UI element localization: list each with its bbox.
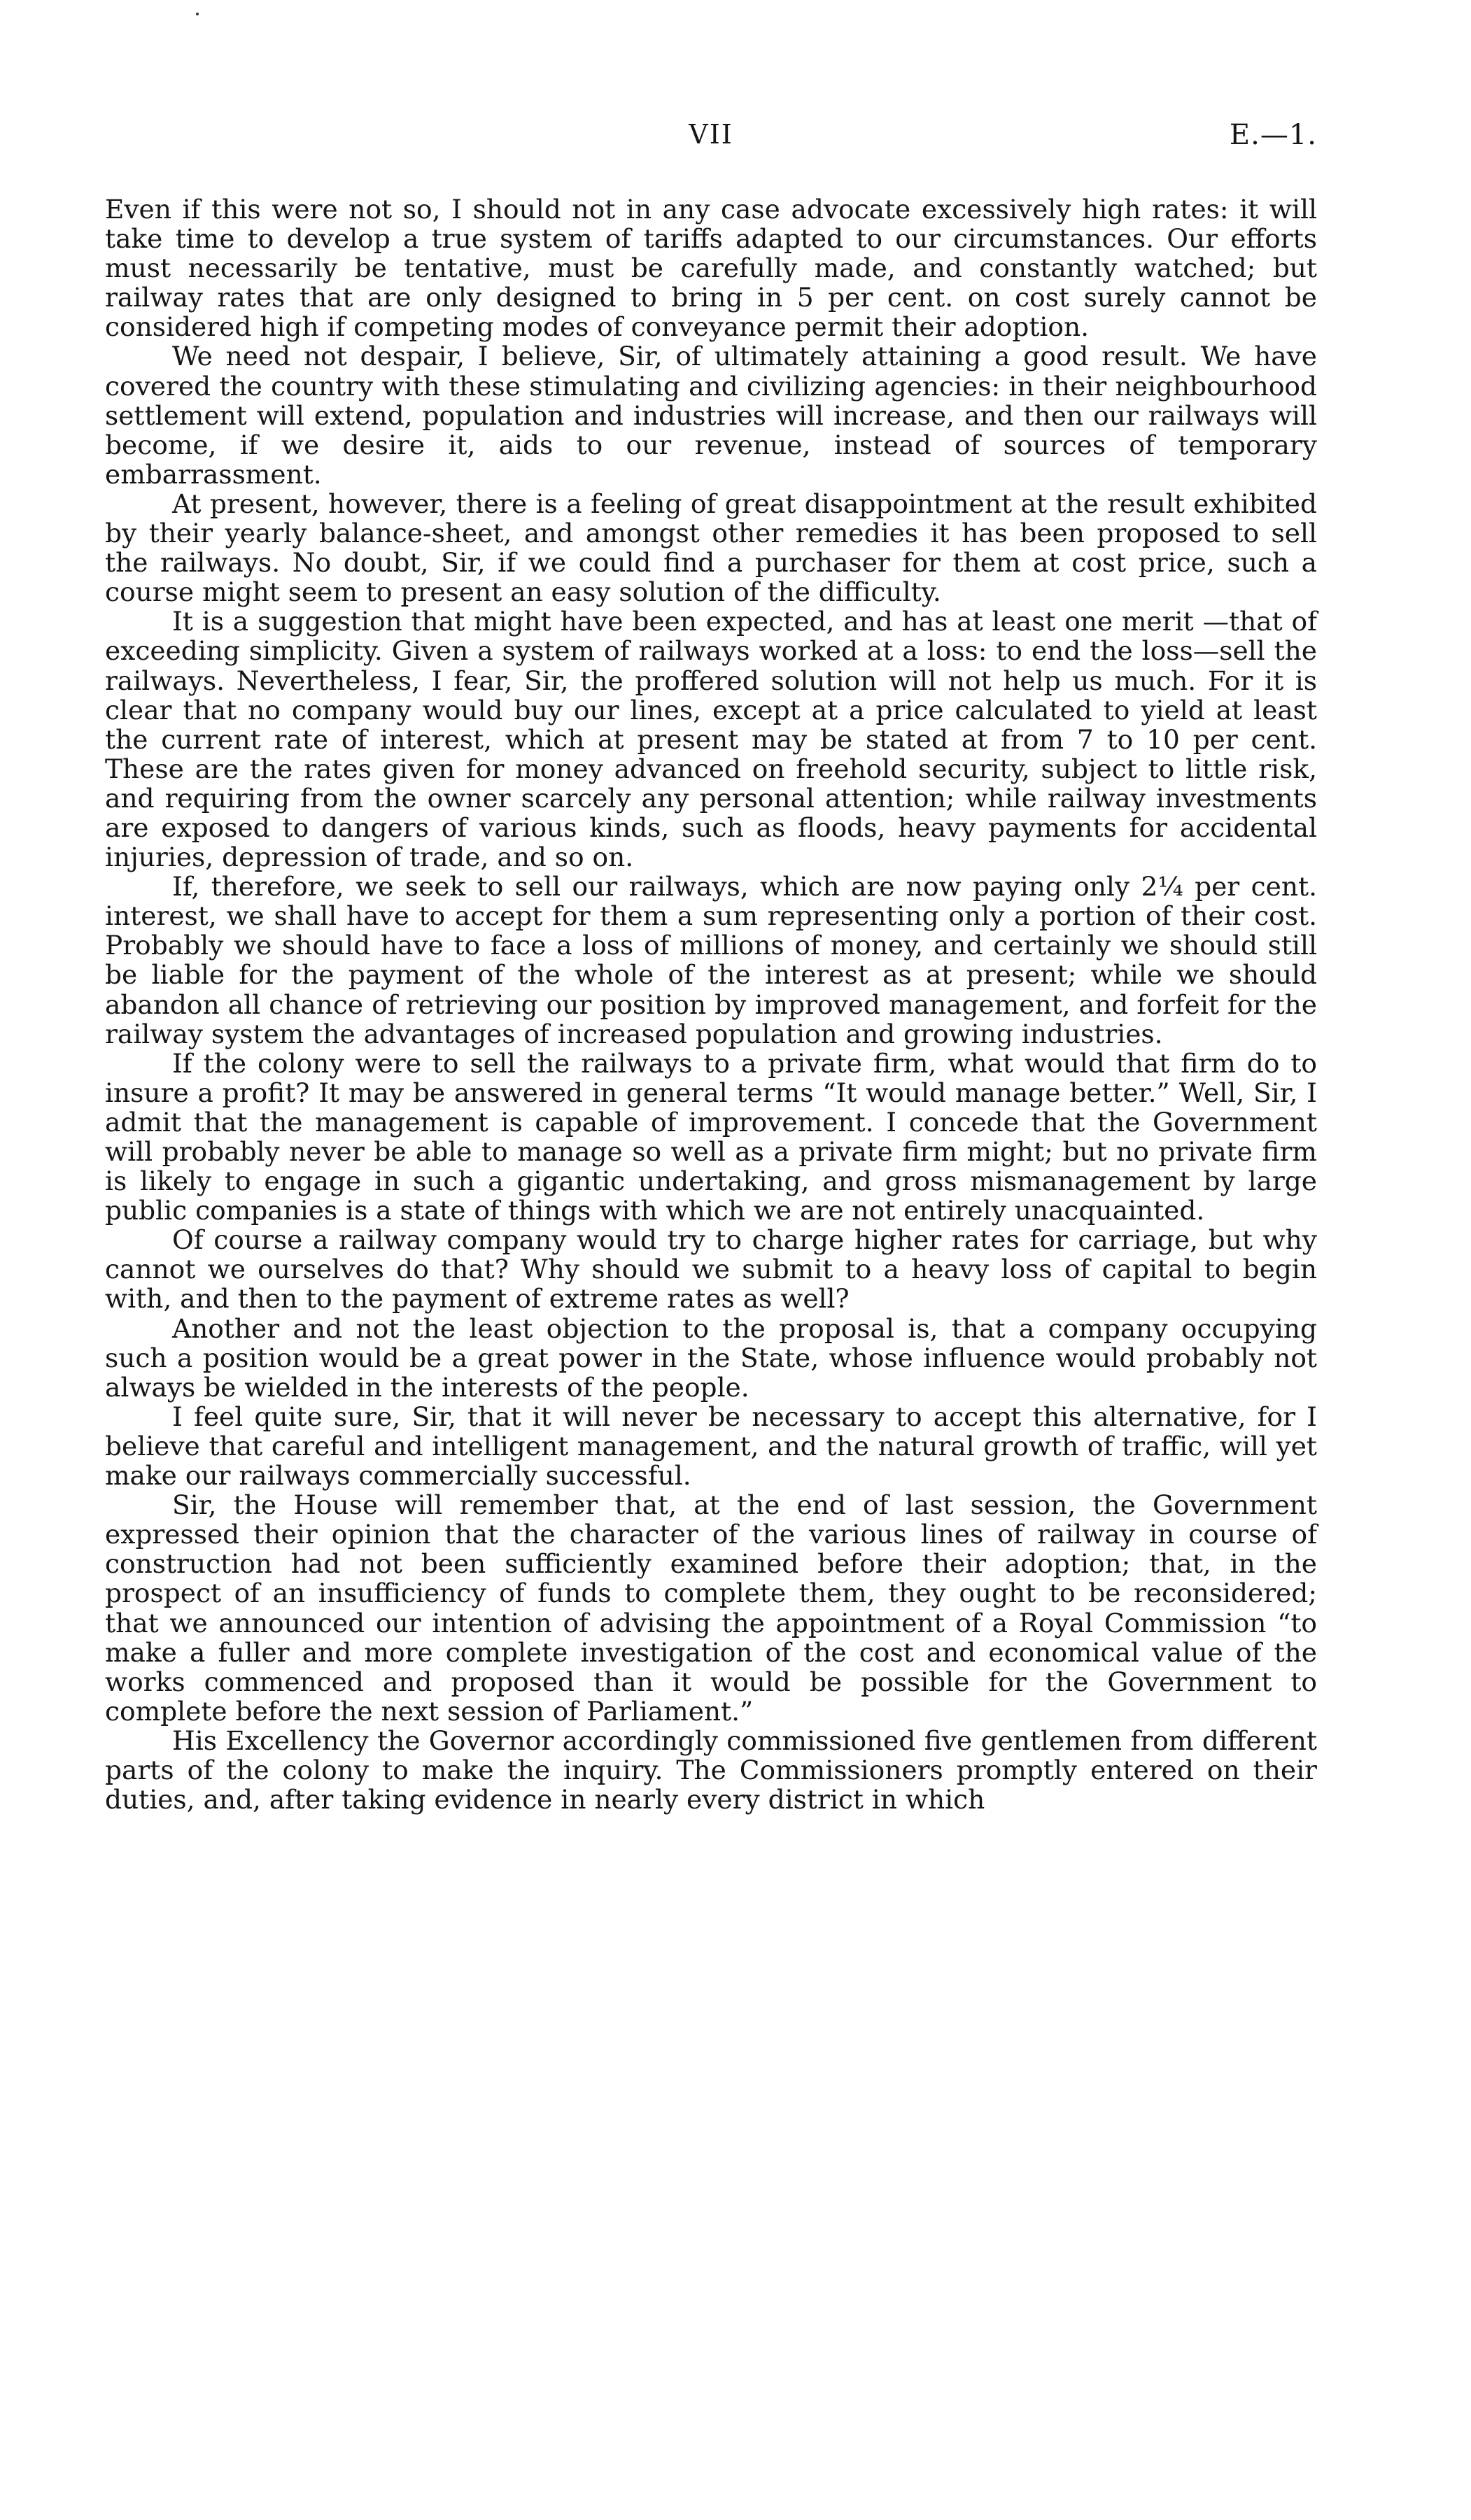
paragraph: I feel quite sure, Sir, that it will never be necessary to accept this alternative, for I believe that careful and intelligent management, and the natural growth of traffic, will yet make our railways commercially successful. — [105, 1401, 1317, 1492]
paragraph: At present, however, there is a feeling of great disappointment at the result exhibited by their yearly balance-sheet, and amongst other remedies it has been proposed to sell the railways. No doubt, Sir, if we could find a purchaser for them at cost price, such a course might seem to present an easy solution of the difficulty. — [105, 488, 1317, 608]
paragraph: It is a suggestion that might have been expected, and has at least one merit —that of exceeding simplicity. Given a system of railways worked at a loss: to end the loss—sell the railways. Nevertheless, I fear, Sir, the proffered solution will not help us much. For it is clear that no company would buy our lines, except at a price calculated to yield at least the current rate of interest, which at present may be stated at from 7 to 10 per cent. These are the rates given for money advanced on freehold security, subject to little risk, and requiring from the owner scarcely any personal attention; while railway investments are exposed to dangers of various kinds, such as floods, heavy payments for accidental injuries, depression of trade, and so on. — [105, 606, 1317, 873]
document-reference: E.—1. — [1229, 119, 1317, 151]
paragraph: Sir, the House will remember that, at the end of last session, the Government expressed their opinion that the character of the various lines of railway in course of construction had not been sufficiently examined before their adoption; that, in the prospect of an insufficiency of funds to complete them, they ought to be reconsidered; that we announced our intention of advising the appointment of a Royal Commission “to make a fuller and more complete investigation of the cost and economical value of the works commenced and proposed than it would be possible for the Government to complete before the next session of Parliament.” — [105, 1489, 1317, 1727]
page-header — [105, 119, 1317, 161]
paragraph: If the colony were to sell the railways to a private firm, what would that firm do to insure a profit? It may be answered in general terms “It would manage better.” Well, Sir, I admit that the management is capable of improvement. I concede that the Government will probably never be able to manage so well as a private firm might; but no private firm is likely to engage in such a gigantic undertaking, and gross mismanagement by large public companies is a state of things with which we are not entirely unacquainted. — [105, 1047, 1317, 1226]
page-number: VII — [689, 119, 733, 150]
paragraph: Another and not the least objection to the proposal is, that a company occupying such a position would be a great power in the State, whose influence would probably not always be wielded in the interests of the people. — [105, 1312, 1317, 1403]
paragraph: His Excellency the Governor accordingly commissioned five gentlemen from different parts of the colony to make the inquiry. The Commissioners promptly entered on their duties, and, after taking evidence in nearly every district in which — [105, 1725, 1317, 1815]
paragraph: Even if this were not so, I should not in any case advocate excessively high rates: it will take time to develop a true system of tariffs adapted to our circumstances. Our efforts must necessarily be tentative, must be carefully made, and constantly watched; but railway rates that are only designed to bring in 5 per cent. on cost surely cannot be considered high if competing modes of conveyance permit their adoption. — [105, 194, 1317, 343]
paragraph: If, therefore, we seek to sell our railways, which are now paying only 2¼ per cent. interest, we shall have to accept for them a sum representing only a portion of their cost. Probably we should have to face a loss of millions of money, and certainly we should still be liable for the payment of the whole of the interest as at present; while we should abandon all chance of retrieving our position by improved management, and forfeit for the railway system the advantages of increased population and growing industries. — [105, 871, 1317, 1049]
stray-mark-top — [196, 13, 199, 15]
paragraph: Of course a railway company would try to charge higher rates for carriage, but why cannot we ourselves do that? Why should we submit to a heavy loss of capital to begin with, and then to the payment of extreme rates as well? — [105, 1224, 1317, 1315]
paragraph: We need not despair, I believe, Sir, of ultimately attaining a good result. We have covered the country with these stimulating and civilizing agencies: in their neighbourhood settlement will extend, population and industries will increase, and then our railways will become, if we desire it, aids to our revenue, instead of sources of temporary embarrassment. — [105, 341, 1317, 490]
body-text — [105, 194, 1317, 1814]
